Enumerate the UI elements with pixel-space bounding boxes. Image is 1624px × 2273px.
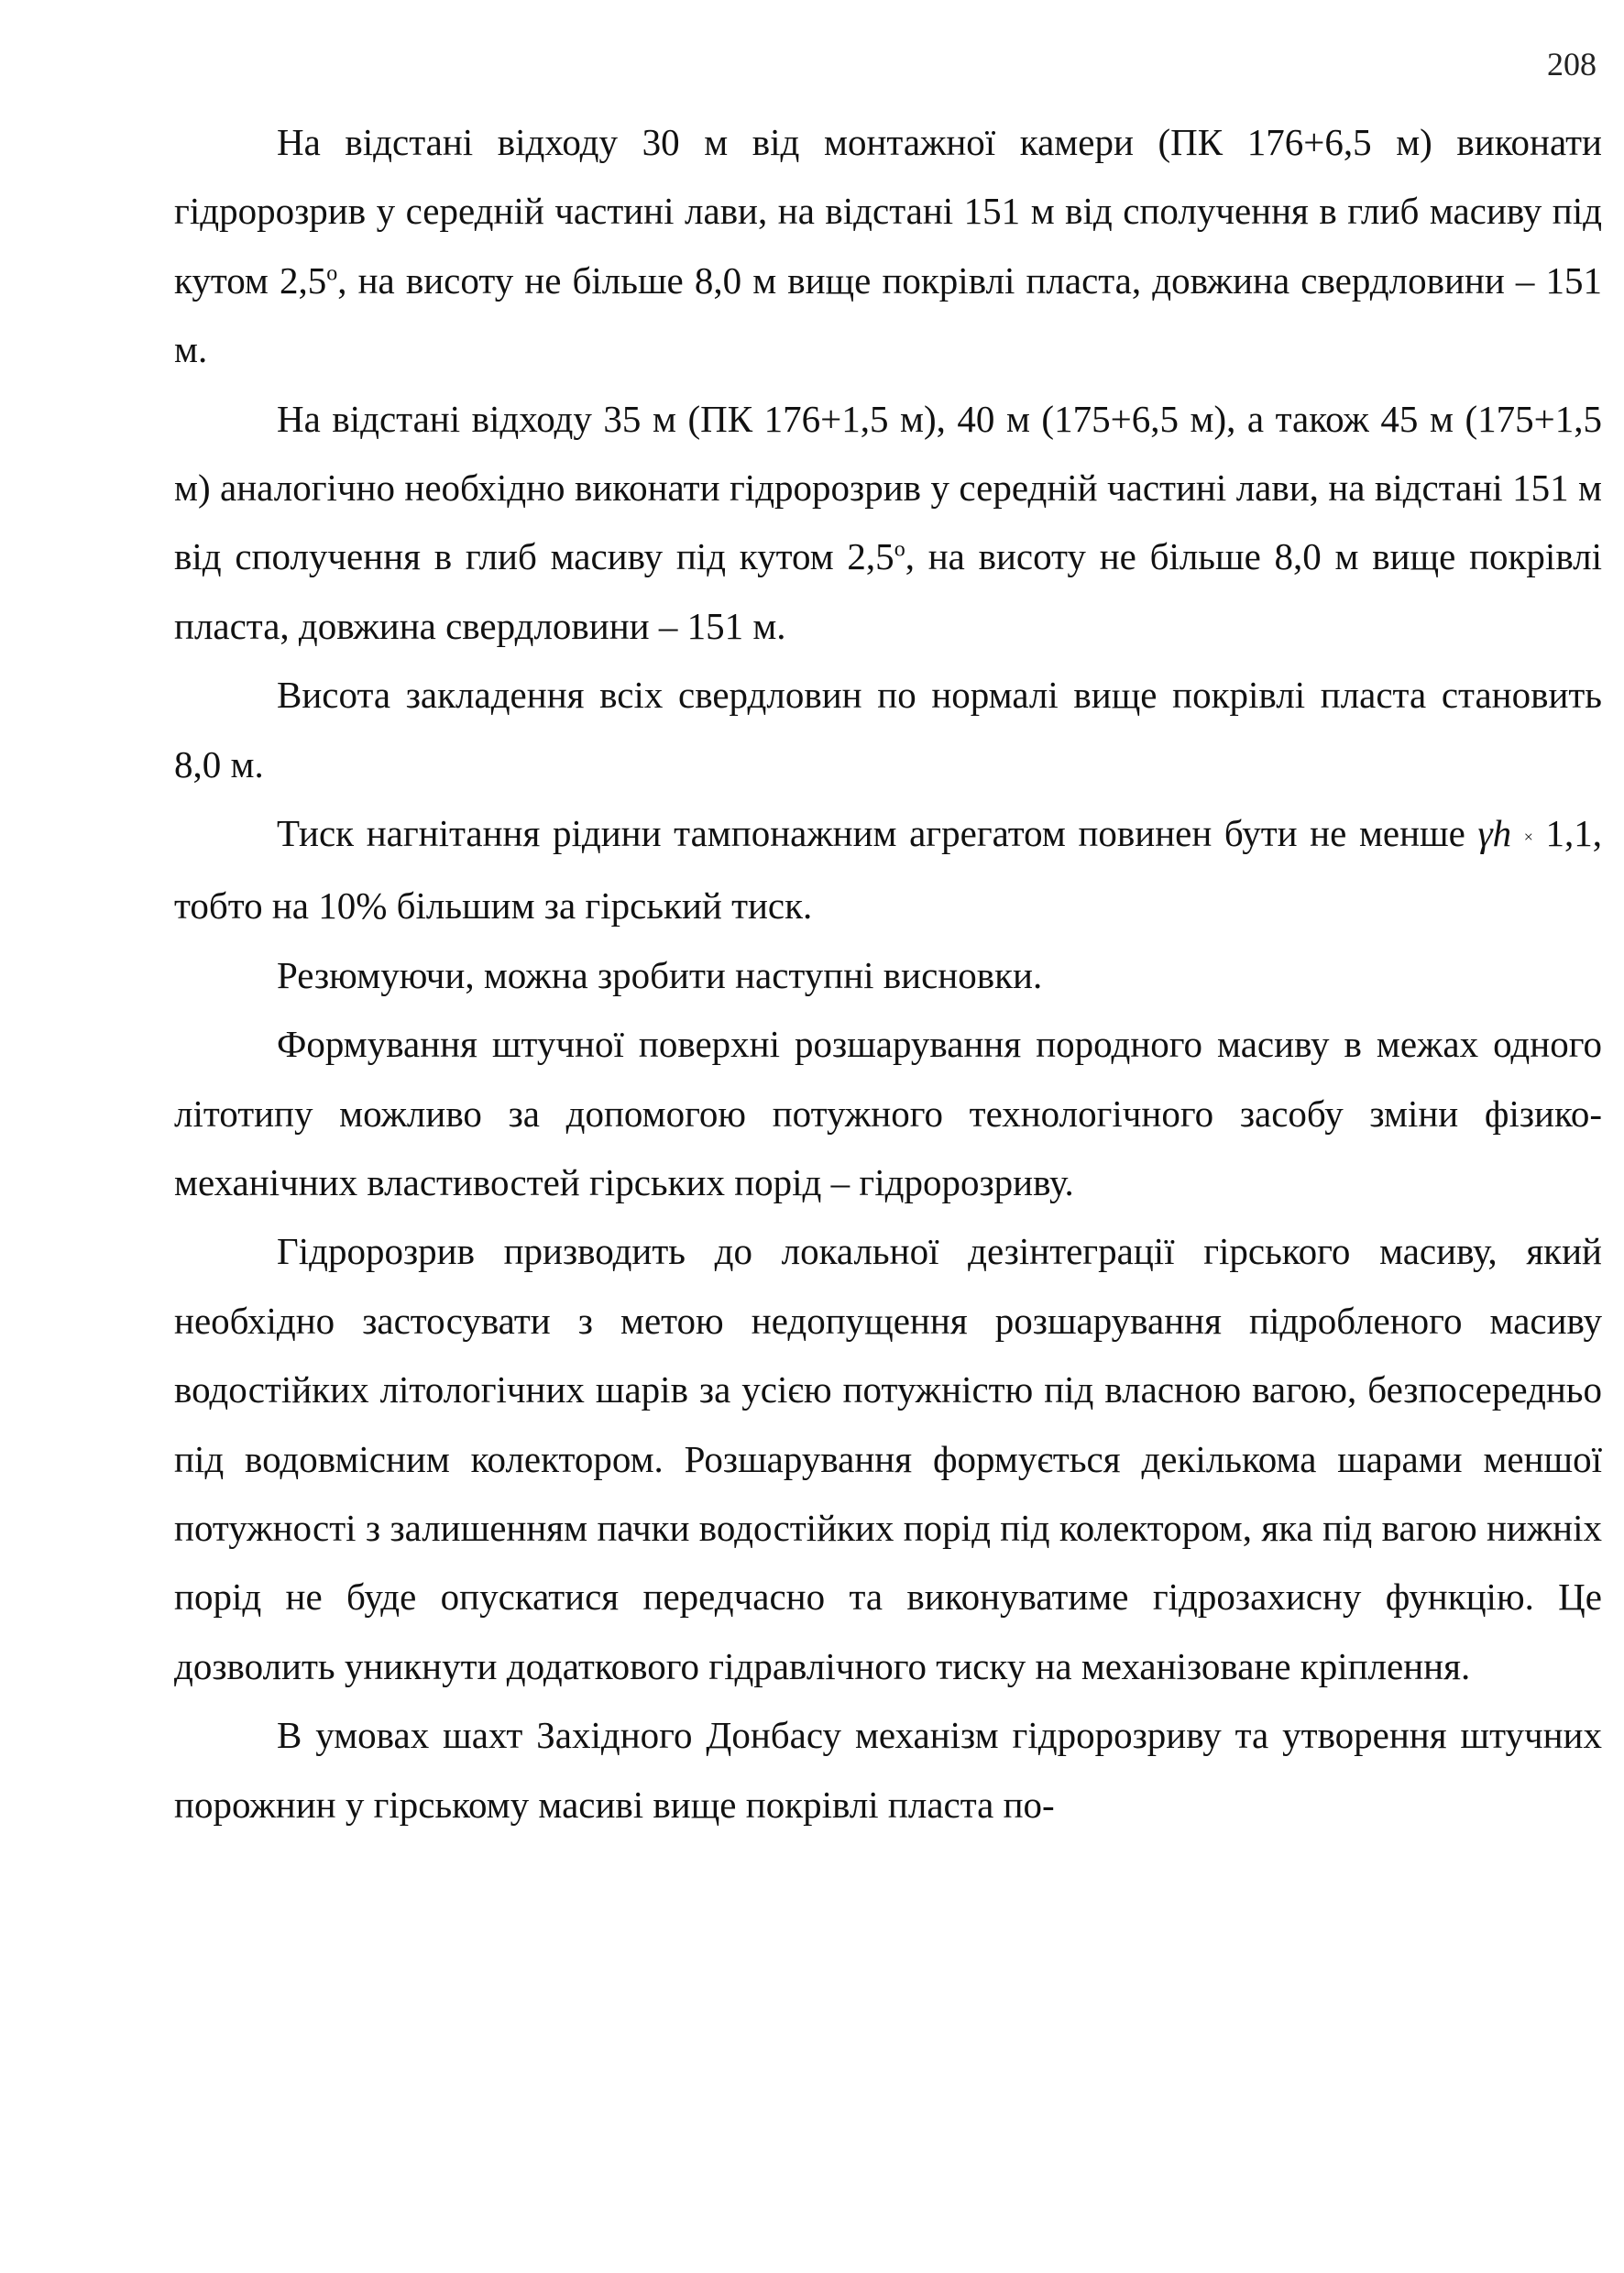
paragraph-3: Висота закладення всіх свердловин по нормалі вище покрівлі пласта становить 8,0 м. bbox=[174, 674, 1602, 785]
paragraph-4-text: Тиск нагнітання рідини тампонажним агрегатом повинен бути не менше bbox=[277, 812, 1478, 855]
paragraph-5: Резюмуючи, можна зробити наступні висновки. bbox=[277, 953, 1043, 996]
paragraph-1 bbox=[174, 108, 1602, 385]
page-number: 208 bbox=[1547, 46, 1597, 82]
paragraph-1-text: На відстані відходу 30 м від монтажної камери (ПК 176+6,5 м) виконати гідророзрив у середній частині лави, на відстані 151 м від сполучення в глиб масиву під кутом 2,5 bbox=[174, 121, 1602, 302]
degree-sign: о bbox=[894, 537, 905, 562]
pressure-formula: γh bbox=[1477, 812, 1512, 855]
paragraph-4 bbox=[174, 799, 1602, 941]
paragraph-7: Гідророзрив призводить до локальної дезінтеграції гірського масиву, який необхідно застосувати з метою недопущення розшарування підробленого масиву водостійких літологічних шарів за усією потужністю під власною вагою, безпосередньо під водовмісним колектором. Розшарування формується декількома шарами меншої потужності з залишенням пачки водостійких порід під колектором, яка під вагою нижніх порід не буде опускатися передчасно та виконуватиме гідрозахисну функцію. Це дозволить уникнути додаткового гідравлічного тиску на механізоване кріплення. bbox=[174, 1230, 1602, 1687]
paragraph-6: Формування штучної поверхні розшарування породного масиву в межах одного літотипу можливо за допомогою потужного технологічного засобу зміни фізико-механічних властивостей гірських порід – гідророзриву. bbox=[174, 1023, 1602, 1203]
paragraph-1-tail: , на висоту не більше 8,0 м вище покрівлі пласта, довжина свердловини – 151 м. bbox=[174, 258, 1602, 371]
body-text bbox=[174, 108, 1602, 1839]
paragraph-2-text: На відстані відходу 35 м (ПК 176+1,5 м), 40 м (175+6,5 м), а також 45 м (175+1,5 м) аналогічно необхідно виконати гідророзрив у середній частині лави, на відстані 151 м від сполучення в глиб масиву під кутом 2,5 bbox=[174, 397, 1602, 578]
paragraph-4-tail: 1,1, тобто на 10% більшим за гірський тиск. bbox=[174, 812, 1603, 928]
multiplication-sign: × bbox=[1523, 827, 1533, 846]
paragraph-2-tail: , на висоту не більше 8,0 м вище покрівлі пласта, довжина свердловини – 151 м. bbox=[174, 535, 1602, 647]
paragraph-8: В умовах шахт Західного Донбасу механізм гідророзриву та утворення штучних порожнин у гірському масиві вище покрівлі пласта по- bbox=[174, 1714, 1602, 1826]
paragraph-2 bbox=[174, 385, 1602, 662]
degree-sign: о bbox=[326, 261, 338, 286]
